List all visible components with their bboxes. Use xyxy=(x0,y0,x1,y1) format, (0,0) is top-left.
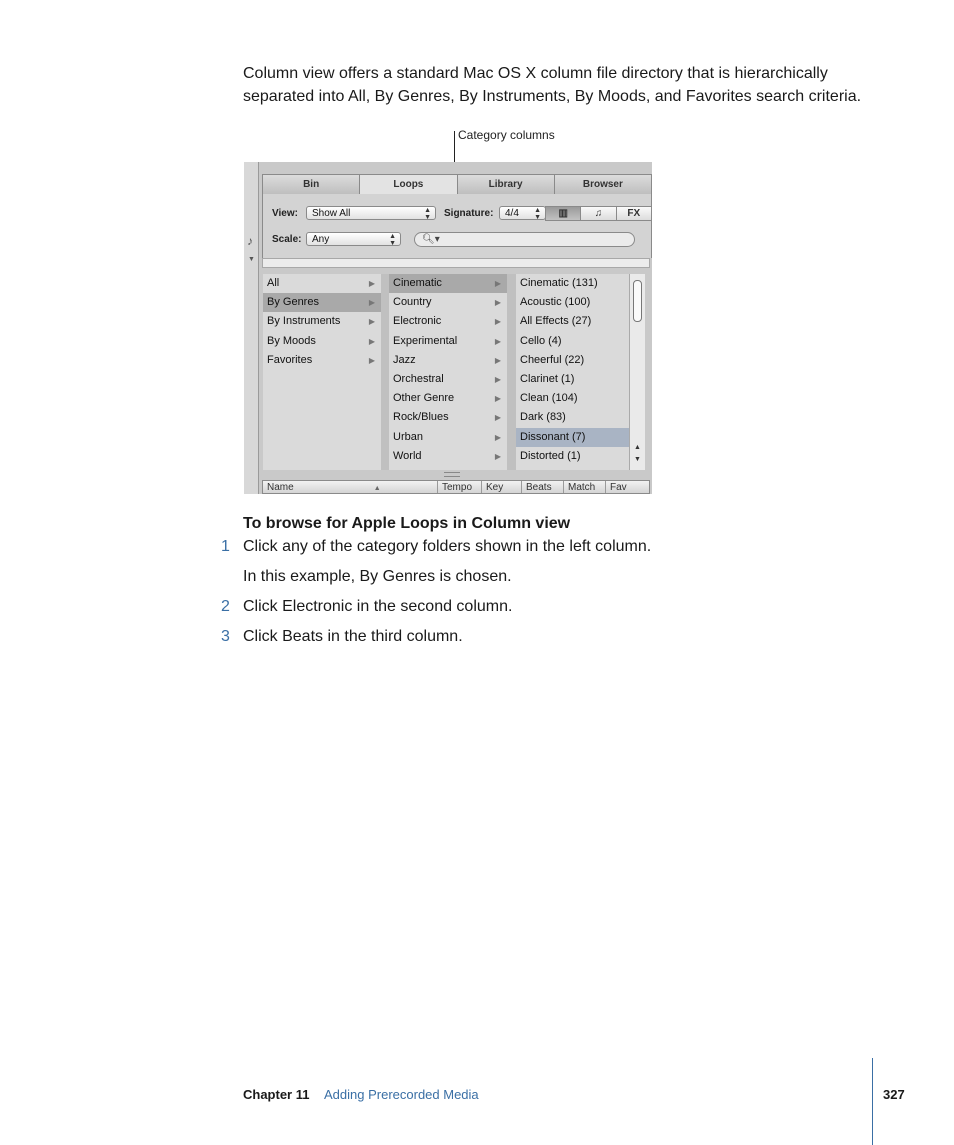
category-column-1 xyxy=(263,274,381,470)
disclosure-arrow-icon: ▶ xyxy=(494,355,501,365)
disclosure-arrow-icon: ▶ xyxy=(368,298,375,308)
list-item[interactable] xyxy=(389,312,507,331)
updown-arrows-icon: ▲ ▼ xyxy=(389,233,396,247)
tab-bin[interactable]: Bin xyxy=(263,175,360,195)
list-item[interactable] xyxy=(389,274,507,293)
list-item[interactable] xyxy=(389,351,507,370)
list-item[interactable]: Clean (104) xyxy=(520,392,578,405)
list-item-label: Jazz xyxy=(393,353,416,366)
footer-divider xyxy=(872,1058,873,1145)
step-text: Click Electronic in the second column. xyxy=(243,598,513,615)
disclosure-arrow-icon: ▶ xyxy=(368,355,375,365)
intro-paragraph: Column view offers a standard Mac OS X column file directory that is hierarchically separated into All, By Genres, By Instruments, By Moods, and Favorites search criteria. xyxy=(243,65,862,105)
list-item[interactable]: Cello (4) xyxy=(520,334,562,347)
list-item-label: By Genres xyxy=(267,296,319,309)
loop-browser-screenshot xyxy=(244,162,652,494)
list-item-label: Rock/Blues xyxy=(393,411,449,424)
list-item-label: Electronic xyxy=(393,315,442,328)
step-number: 2 xyxy=(221,598,230,615)
list-item[interactable] xyxy=(389,447,507,466)
vertical-scrollbar[interactable] xyxy=(629,274,645,470)
view-label: View: xyxy=(272,208,298,219)
list-item-label: Orchestral xyxy=(393,372,444,385)
list-item[interactable]: Dissonant (7) xyxy=(516,428,634,447)
list-item-label: Other Genre xyxy=(393,392,455,405)
view-mode-buttons xyxy=(546,206,652,221)
step-number: 1 xyxy=(221,538,230,555)
list-item[interactable] xyxy=(389,389,507,408)
footer-chapter-title: Adding Prerecorded Media xyxy=(324,1087,479,1102)
step-text: Click any of the category folders shown in the left column. xyxy=(243,538,652,555)
step-note: In this example, By Genres is chosen. xyxy=(243,568,512,585)
scroll-thumb[interactable] xyxy=(633,280,642,322)
list-item[interactable] xyxy=(263,293,381,312)
signature-label: Signature: xyxy=(444,208,494,219)
left-edge-strip xyxy=(244,162,259,494)
step-number: 3 xyxy=(221,628,230,645)
tab-loops[interactable]: Loops xyxy=(360,175,457,195)
disclosure-arrow-icon: ▶ xyxy=(494,336,501,346)
list-item[interactable]: Dark (83) xyxy=(520,411,566,424)
category-column-3 xyxy=(516,274,634,470)
list-item[interactable] xyxy=(389,408,507,427)
music-note-icon: ♪ xyxy=(247,234,253,248)
column-header-strip xyxy=(262,258,650,268)
resize-grip-icon[interactable] xyxy=(444,472,460,477)
list-item[interactable]: Clarinet (1) xyxy=(520,372,575,385)
tab-bar xyxy=(262,174,652,195)
sort-ascending-icon: ▲ xyxy=(373,485,381,492)
figure-callout-label: Category columns xyxy=(458,128,555,142)
column-header-tempo[interactable]: Tempo xyxy=(438,481,482,493)
column-header-name[interactable]: Name ▲ xyxy=(263,481,438,493)
fx-view-button[interactable]: FX xyxy=(616,206,652,221)
disclosure-arrow-icon: ▶ xyxy=(494,374,501,384)
list-item[interactable] xyxy=(263,332,381,351)
results-table-header xyxy=(262,480,650,494)
filter-controls xyxy=(262,194,652,258)
category-column-2 xyxy=(389,274,507,470)
list-item[interactable] xyxy=(263,351,381,370)
signature-popup-value: 4/4 xyxy=(505,208,519,219)
list-item[interactable] xyxy=(263,274,381,293)
column-header-key[interactable]: Key xyxy=(482,481,522,493)
column-browser xyxy=(263,274,643,470)
scroll-up-arrow-icon[interactable]: ▲ xyxy=(634,444,641,451)
scale-popup[interactable] xyxy=(306,232,401,246)
list-item[interactable] xyxy=(263,312,381,331)
list-item-label: Country xyxy=(393,296,432,309)
scale-label: Scale: xyxy=(272,234,302,245)
disclosure-arrow-icon: ▶ xyxy=(494,432,501,442)
list-item-label: Experimental xyxy=(393,334,458,347)
tab-library[interactable]: Library xyxy=(458,175,555,195)
list-item[interactable]: Distorted (1) xyxy=(520,449,581,462)
list-item[interactable]: Acoustic (100) xyxy=(520,296,591,309)
page-number: 327 xyxy=(883,1087,905,1102)
list-item-label: Cinematic xyxy=(393,277,442,289)
view-popup-value: Show All xyxy=(312,208,351,219)
list-item[interactable] xyxy=(389,370,507,389)
list-item-label: Favorites xyxy=(267,353,313,366)
disclosure-arrow-icon: ▶ xyxy=(494,413,501,423)
list-item-label: By Moods xyxy=(267,334,316,347)
list-item[interactable] xyxy=(389,293,507,312)
music-view-button[interactable]: ♫ xyxy=(580,206,616,221)
list-item[interactable]: Cinematic (131) xyxy=(520,277,598,289)
tab-browser[interactable]: Browser xyxy=(582,179,623,190)
list-item[interactable]: All Effects (27) xyxy=(520,315,592,328)
disclosure-arrow-icon: ▶ xyxy=(368,279,375,288)
step-text: Click Beats in the third column. xyxy=(243,628,463,645)
disclosure-arrow-icon: ▶ xyxy=(368,317,375,327)
triangle-down-icon: ▼ xyxy=(248,256,255,263)
footer-chapter-label: Chapter 11 xyxy=(243,1087,310,1102)
search-field[interactable] xyxy=(414,232,635,247)
scroll-down-arrow-icon[interactable]: ▼ xyxy=(634,456,641,463)
updown-arrows-icon: ▲ ▼ xyxy=(424,207,431,221)
list-item-label: World xyxy=(393,449,422,462)
column-header-beats[interactable]: Beats xyxy=(522,481,564,493)
view-popup[interactable] xyxy=(306,206,436,220)
disclosure-arrow-icon: ▶ xyxy=(494,298,501,308)
search-icon: 🔍︎▾ xyxy=(422,234,440,245)
disclosure-arrow-icon: ▶ xyxy=(368,336,375,346)
column-header-match[interactable]: Match xyxy=(564,481,606,493)
list-item[interactable] xyxy=(389,428,507,447)
disclosure-arrow-icon: ▶ xyxy=(494,394,501,404)
list-item-label: Urban xyxy=(393,430,423,443)
column-view-button[interactable]: ▥ xyxy=(545,206,581,221)
procedure-heading: To browse for Apple Loops in Column view xyxy=(243,515,571,532)
disclosure-arrow-icon: ▶ xyxy=(494,279,501,288)
list-item[interactable]: Cheerful (22) xyxy=(520,353,585,366)
disclosure-arrow-icon: ▶ xyxy=(494,451,501,461)
list-item-label: All xyxy=(267,277,280,289)
scale-popup-value: Any xyxy=(312,234,330,245)
updown-arrows-icon: ▲ ▼ xyxy=(534,207,541,221)
signature-popup[interactable] xyxy=(499,206,546,220)
list-item-label: By Instruments xyxy=(267,315,341,328)
disclosure-arrow-icon: ▶ xyxy=(494,317,501,327)
column-header-fav[interactable]: Fav xyxy=(610,482,627,493)
list-item[interactable] xyxy=(389,332,507,351)
